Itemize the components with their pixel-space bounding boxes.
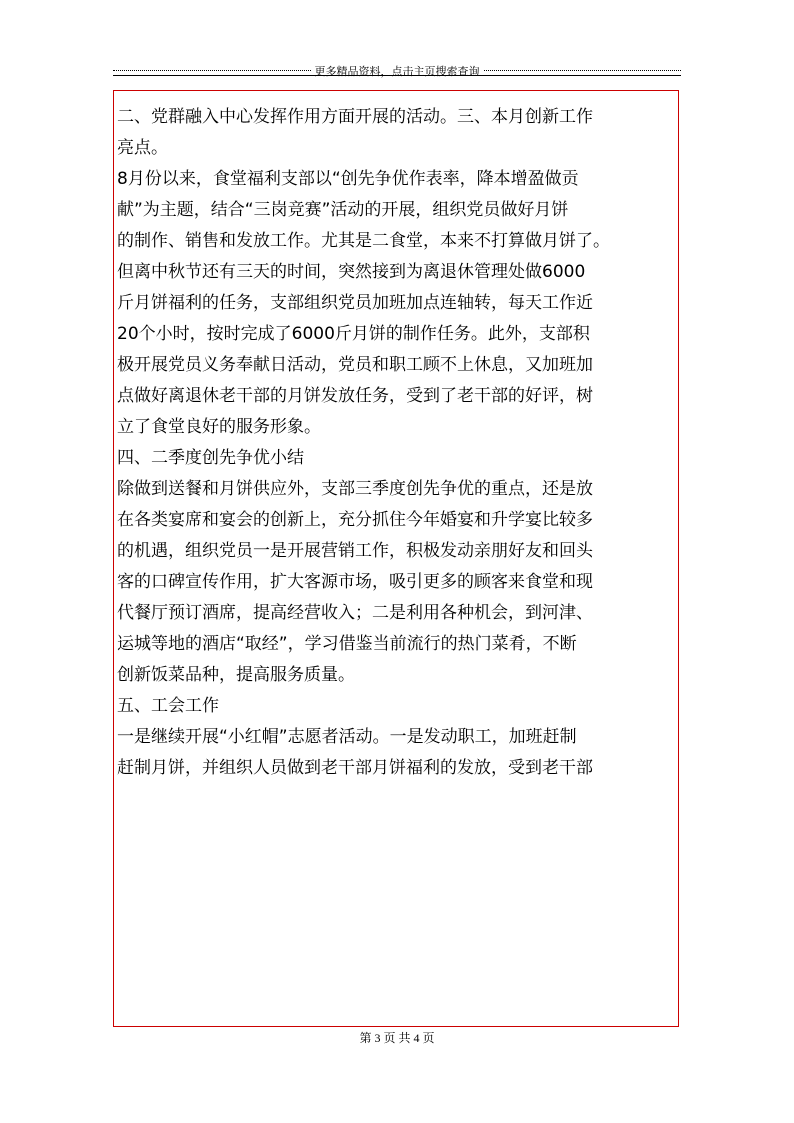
body-line: 极开展党员义务奉献日活动，党员和职工顾不上休息，又加班加 [117, 355, 593, 375]
body-line: 斤月饼福利的任务，支部组织党员加班加点连轴转，每天工作近 [117, 293, 593, 313]
page-number: 第 3 页 共 4 页 [359, 1031, 435, 1045]
page-header [113, 60, 681, 78]
body-line: 除做到送餐和月饼供应外，支部三季度创先争优的重点，还是放 [117, 479, 593, 499]
body-line: 点做好离退休老干部的月饼发放任务，受到了老干部的好评，树 [117, 386, 593, 406]
body-line: 在各类宴席和宴会的创新上，充分抓住今年婚宴和升学宴比较多 [117, 510, 593, 530]
body-line: 二、党群融入中心发挥作用方面开展的活动。三、本月创新工作 [117, 107, 593, 127]
body-line: 的机遇，组织党员一是开展营销工作，积极发动亲朋好友和回头 [117, 541, 593, 561]
header-text: 更多精品资料，点击主页搜索查询 [311, 65, 484, 79]
body-line: 一是继续开展“小红帽”志愿者活动。一是发动职工，加班赶制 [117, 727, 577, 747]
body-line: 运城等地的酒店“取经”，学习借鉴当前流行的热门菜肴，不断 [117, 634, 577, 654]
page-footer [0, 1030, 794, 1046]
body-line: 20个小时，按时完成了6000斤月饼的制作任务。此外，支部积 [117, 324, 590, 344]
body-line: 创新饭菜品种，提高服务质量。 [117, 665, 355, 685]
header-rule [113, 75, 681, 76]
body-line: 代餐厅预订酒席，提高经营收入；二是利用各种机会，到河津、 [117, 603, 593, 623]
body-line: 献”为主题，结合“三岗竞赛”活动的开展，组织党员做好月饼 [117, 200, 569, 220]
section-heading: 四、二季度创先争优小结 [117, 448, 304, 468]
body-line: 但离中秋节还有三天的时间，突然接到为离退休管理处做6000 [117, 262, 586, 282]
body-line: 赶制月饼，并组织人员做到老干部月饼福利的发放，受到老干部 [117, 758, 593, 778]
body-line: 客的口碑宣传作用，扩大客源市场，吸引更多的顾客来食堂和现 [117, 572, 593, 592]
body-line: 的制作、销售和发放工作。尤其是二食堂，本来不打算做月饼了。 [117, 231, 610, 251]
body-line: 亮点。 [117, 138, 168, 158]
body-text [117, 102, 679, 784]
section-heading: 五、工会工作 [117, 696, 219, 716]
body-line: 立了食堂良好的服务形象。 [117, 417, 321, 437]
body-line: 8月份以来，食堂福利支部以“创先争优作表率，降本增盈做贡 [117, 169, 579, 189]
